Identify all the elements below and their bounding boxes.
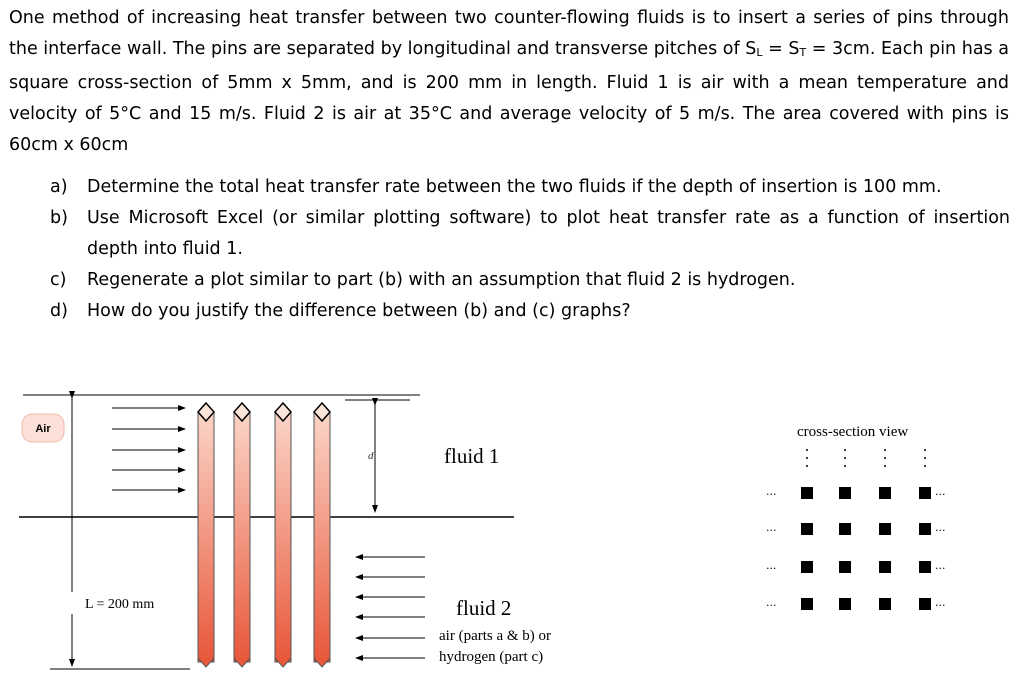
- vertical-continuation-dots: [806, 449, 926, 467]
- fluid2-note-line2: hydrogen (part c): [439, 649, 544, 665]
- pin-square: [879, 523, 891, 535]
- question-part-c: [50, 265, 1010, 296]
- pitch-subscript-t: T: [799, 46, 807, 59]
- pin-cross-sections: [801, 487, 931, 610]
- horizontal-continuation: [766, 488, 946, 612]
- fluid1-flow-arrows: [112, 408, 185, 490]
- pin-square: [919, 523, 931, 535]
- problem-intro-end: = 3cm. Each pin has a square cross-section of 5mm x 5mm, and is 200 mm in length. Fluid 1 is air with a mean temperature and velocity of 5°C and 15 m/s. Fluid 2 is air at 35°C and average velocity of 5 m/s. The area covered with pins is 60cm x 60cm: [9, 39, 1009, 155]
- row-ellipsis-right: ···: [935, 488, 946, 501]
- pin-square: [839, 561, 851, 573]
- question-part-d: [50, 296, 1010, 327]
- part-text: Determine the total heat transfer rate between the two fluids if the depth of insertion is 100 mm.: [87, 177, 942, 197]
- pin-square: [879, 598, 891, 610]
- part-text: Use Microsoft Excel (or similar plotting software) to plot heat transfer rate as a function of insertion depth into fluid 1.: [87, 208, 1010, 259]
- part-letter: c): [50, 270, 67, 290]
- pin: [314, 403, 330, 667]
- air-badge-label: Air: [35, 423, 51, 435]
- pin: [275, 403, 291, 667]
- row-ellipsis-left: ···: [766, 562, 777, 575]
- row-ellipsis-right: ···: [935, 599, 946, 612]
- question-part-b: [50, 203, 1010, 265]
- pin-square: [839, 523, 851, 535]
- pin-square: [801, 561, 813, 573]
- fluid1-label: fluid 1: [444, 444, 500, 468]
- air-badge: [22, 414, 64, 442]
- question-parts: [50, 172, 1010, 327]
- fluid2-flow-arrows: [356, 557, 425, 658]
- row-ellipsis-right: ···: [935, 562, 946, 575]
- pin-array: [198, 403, 330, 667]
- pin-square: [919, 487, 931, 499]
- part-letter: a): [50, 177, 68, 197]
- fluid2-label: fluid 2: [456, 596, 512, 620]
- pin-square: [919, 598, 931, 610]
- pin-square: [801, 598, 813, 610]
- part-letter: d): [50, 301, 68, 321]
- pin-square: [839, 598, 851, 610]
- pin-square: [879, 561, 891, 573]
- row-ellipsis-left: ···: [766, 488, 777, 501]
- problem-intro-start: One method of increasing heat transfer between two counter-flowing fluids is to insert a series of pins through the interface wall. The pins are separated by longitudinal and transverse pitches of S: [9, 8, 1009, 59]
- pin-square: [919, 561, 931, 573]
- cross-section-view: [766, 424, 946, 612]
- problem-statement: [9, 3, 1009, 161]
- pin: [198, 403, 214, 667]
- pin-fin-diagram: [0, 380, 1024, 693]
- question-part-a: [50, 172, 1010, 203]
- length-label: L = 200 mm: [85, 597, 155, 612]
- fluid2-note-line1: air (parts a & b) or: [439, 628, 552, 644]
- part-letter: b): [50, 208, 68, 228]
- cross-section-title: cross-section view: [797, 424, 909, 440]
- pin-square: [879, 487, 891, 499]
- row-ellipsis-right: ···: [935, 524, 946, 537]
- part-text: How do you justify the difference between (b) and (c) graphs?: [87, 301, 631, 321]
- pin-square: [801, 487, 813, 499]
- row-ellipsis-left: ···: [766, 599, 777, 612]
- part-text: Regenerate a plot similar to part (b) with an assumption that fluid 2 is hydrogen.: [87, 270, 796, 290]
- pin: [234, 403, 250, 667]
- problem-intro-eq: = S: [762, 39, 800, 59]
- pin-square: [801, 523, 813, 535]
- depth-label: d: [368, 450, 374, 462]
- row-ellipsis-left: ···: [766, 524, 777, 537]
- pin-square: [839, 487, 851, 499]
- pitch-subscript-l: L: [756, 46, 763, 59]
